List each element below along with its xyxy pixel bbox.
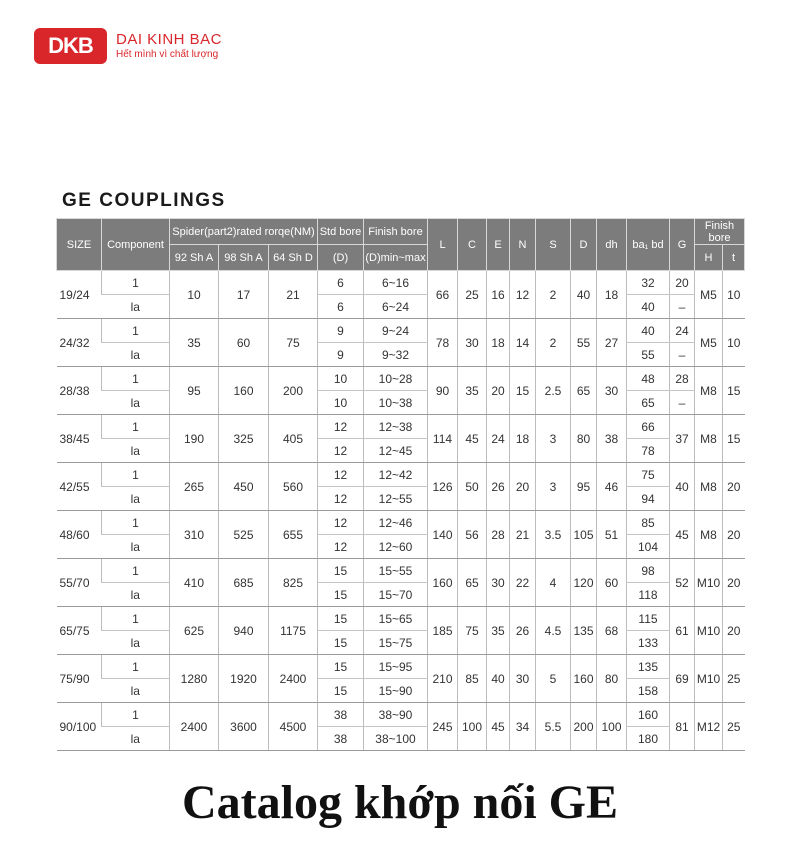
size-cell: 42/55 [57,463,102,511]
component-cell: 1 [102,415,170,439]
h-cell: M10 [695,607,723,655]
size-cell: 65/75 [57,607,102,655]
c-cell: 50 [458,463,487,511]
table-row [57,631,745,655]
d-cell: 95 [571,463,597,511]
e-cell: 35 [487,607,510,655]
h-cell: M12 [695,703,723,751]
e-cell: 40 [487,655,510,703]
component-cell: 1 [102,655,170,679]
torque-92-sh-a-cell: 10 [170,271,219,319]
finish-bore-cell: 12~60 [364,535,428,559]
torque-98-sh-a-cell: 940 [219,607,269,655]
logo-text [116,32,222,60]
std-bore-cell: 15 [318,559,364,583]
std-bore-cell: 6 [318,271,364,295]
g-cell: 61 [670,607,695,655]
e-cell: 20 [487,367,510,415]
babd-cell: 65 [627,391,670,415]
torque-92-sh-a-cell: 35 [170,319,219,367]
table-row [57,391,745,415]
table-row [57,319,745,343]
std-bore-cell: 12 [318,463,364,487]
babd-cell: 160 [627,703,670,727]
torque-64-sh-d-cell: 2400 [269,655,318,703]
s-cell: 5.5 [536,703,571,751]
t-cell: 20 [723,463,745,511]
babd-cell: 133 [627,631,670,655]
t-cell: 10 [723,319,745,367]
torque-92-sh-a-cell: 2400 [170,703,219,751]
torque-64-sh-d-cell: 825 [269,559,318,607]
dh-cell: 30 [597,367,627,415]
h-cell: M5 [695,319,723,367]
finish-bore-cell: 15~75 [364,631,428,655]
table-row [57,559,745,583]
torque-64-sh-d-cell: 200 [269,367,318,415]
c-cell: 85 [458,655,487,703]
n-cell: 12 [510,271,536,319]
s-cell: 3 [536,463,571,511]
babd-cell: 32 [627,271,670,295]
std-bore-cell: 12 [318,487,364,511]
component-cell: la [102,679,170,703]
g-cell: – [670,295,695,319]
torque-64-sh-d-cell: 4500 [269,703,318,751]
d-cell: 200 [571,703,597,751]
torque-64-sh-d-cell: 405 [269,415,318,463]
finish-bore-cell: 12~42 [364,463,428,487]
n-cell: 18 [510,415,536,463]
component-cell: la [102,487,170,511]
babd-cell: 55 [627,343,670,367]
dh-cell: 60 [597,559,627,607]
finish-bore-cell: 38~100 [364,727,428,751]
size-cell: 75/90 [57,655,102,703]
s-cell: 5 [536,655,571,703]
header-finish-bore: Finish bore [364,219,428,245]
component-cell: 1 [102,607,170,631]
c-cell: 45 [458,415,487,463]
g-cell: 81 [670,703,695,751]
babd-cell: 158 [627,679,670,703]
table-row [57,343,745,367]
table-row [57,655,745,679]
std-bore-cell: 38 [318,727,364,751]
component-cell: la [102,343,170,367]
header-dh: dh [597,219,627,271]
g-cell: 69 [670,655,695,703]
torque-98-sh-a-cell: 325 [219,415,269,463]
t-cell: 25 [723,655,745,703]
finish-bore-cell: 9~24 [364,319,428,343]
e-cell: 24 [487,415,510,463]
torque-92-sh-a-cell: 625 [170,607,219,655]
l-cell: 114 [428,415,458,463]
component-cell: la [102,727,170,751]
table-row [57,415,745,439]
component-cell: la [102,535,170,559]
c-cell: 30 [458,319,487,367]
header-spider: Spider(part2)rated rorqe(NM) [170,219,318,245]
h-cell: M10 [695,655,723,703]
table-row [57,535,745,559]
header-component: Component [102,219,170,271]
brand-logo [34,28,222,64]
g-cell: 40 [670,463,695,511]
e-cell: 26 [487,463,510,511]
d-cell: 80 [571,415,597,463]
torque-92-sh-a-cell: 265 [170,463,219,511]
std-bore-cell: 15 [318,607,364,631]
l-cell: 140 [428,511,458,559]
h-cell: M8 [695,463,723,511]
size-cell: 24/32 [57,319,102,367]
logo-mark: DKB [34,28,107,64]
s-cell: 3 [536,415,571,463]
t-cell: 25 [723,703,745,751]
std-bore-cell: 15 [318,583,364,607]
g-cell: 20 [670,271,695,295]
header-std-unit: (D) [318,245,364,271]
finish-bore-cell: 9~32 [364,343,428,367]
table-row [57,367,745,391]
l-cell: 245 [428,703,458,751]
babd-cell: 40 [627,319,670,343]
s-cell: 4.5 [536,607,571,655]
d-cell: 65 [571,367,597,415]
torque-98-sh-a-cell: 160 [219,367,269,415]
header-N: N [510,219,536,271]
l-cell: 78 [428,319,458,367]
header-size: SIZE [57,219,102,271]
size-cell: 55/70 [57,559,102,607]
brand-name: DAI KINH BAC [116,31,223,48]
header-92-sh-a: 92 Sh A [170,245,219,271]
dh-cell: 18 [597,271,627,319]
l-cell: 126 [428,463,458,511]
dh-cell: 51 [597,511,627,559]
torque-92-sh-a-cell: 310 [170,511,219,559]
size-cell: 38/45 [57,415,102,463]
l-cell: 210 [428,655,458,703]
torque-92-sh-a-cell: 95 [170,367,219,415]
e-cell: 18 [487,319,510,367]
h-cell: M8 [695,367,723,415]
d-cell: 120 [571,559,597,607]
n-cell: 34 [510,703,536,751]
catalog-caption: Catalog khớp nối GE [181,776,619,829]
babd-cell: 104 [627,535,670,559]
brand-slogan: Hết mình vì chất lượng [116,49,219,60]
g-cell: – [670,343,695,367]
table-row [57,295,745,319]
dh-cell: 38 [597,415,627,463]
size-cell: 48/60 [57,511,102,559]
n-cell: 30 [510,655,536,703]
finish-bore-cell: 15~55 [364,559,428,583]
n-cell: 15 [510,367,536,415]
component-cell: la [102,439,170,463]
std-bore-cell: 6 [318,295,364,319]
torque-64-sh-d-cell: 560 [269,463,318,511]
g-cell: – [670,391,695,415]
header-L: L [428,219,458,271]
torque-98-sh-a-cell: 3600 [219,703,269,751]
torque-92-sh-a-cell: 1280 [170,655,219,703]
h-cell: M8 [695,511,723,559]
finish-bore-cell: 38~90 [364,703,428,727]
std-bore-cell: 38 [318,703,364,727]
component-cell: 1 [102,463,170,487]
t-cell: 20 [723,607,745,655]
finish-bore-cell: 15~90 [364,679,428,703]
babd-cell: 118 [627,583,670,607]
component-cell: la [102,391,170,415]
table-row [57,703,745,727]
babd-cell: 180 [627,727,670,751]
l-cell: 160 [428,559,458,607]
component-cell: 1 [102,319,170,343]
c-cell: 65 [458,559,487,607]
c-cell: 25 [458,271,487,319]
finish-bore-cell: 10~28 [364,367,428,391]
page-title: GE COUPLINGS [62,190,226,211]
couplings-table [56,218,745,751]
torque-98-sh-a-cell: 685 [219,559,269,607]
table-row [57,607,745,631]
torque-64-sh-d-cell: 655 [269,511,318,559]
std-bore-cell: 12 [318,415,364,439]
babd-cell: 78 [627,439,670,463]
table-row [57,727,745,751]
finish-bore-cell: 12~38 [364,415,428,439]
torque-92-sh-a-cell: 190 [170,415,219,463]
component-cell: 1 [102,367,170,391]
t-cell: 10 [723,271,745,319]
e-cell: 30 [487,559,510,607]
dh-cell: 46 [597,463,627,511]
h-cell: M5 [695,271,723,319]
torque-92-sh-a-cell: 410 [170,559,219,607]
table-row [57,583,745,607]
babd-cell: 40 [627,295,670,319]
std-bore-cell: 10 [318,391,364,415]
s-cell: 2 [536,319,571,367]
e-cell: 16 [487,271,510,319]
finish-bore-cell: 10~38 [364,391,428,415]
header-E: E [487,219,510,271]
component-cell: 1 [102,271,170,295]
s-cell: 2.5 [536,367,571,415]
header-S: S [536,219,571,271]
component-cell: la [102,631,170,655]
dh-cell: 80 [597,655,627,703]
n-cell: 14 [510,319,536,367]
t-cell: 15 [723,415,745,463]
g-cell: 37 [670,415,695,463]
header-98-sh-a: 98 Sh A [219,245,269,271]
header-D: D [571,219,597,271]
table-row [57,463,745,487]
header-finish-bore-2: Finish bore [695,219,745,245]
std-bore-cell: 12 [318,535,364,559]
std-bore-cell: 15 [318,655,364,679]
torque-64-sh-d-cell: 75 [269,319,318,367]
torque-98-sh-a-cell: 525 [219,511,269,559]
table-row [57,487,745,511]
s-cell: 4 [536,559,571,607]
n-cell: 26 [510,607,536,655]
babd-cell: 115 [627,607,670,631]
s-cell: 3.5 [536,511,571,559]
header-finish-range: (D)min~max [364,245,428,271]
header-G: G [670,219,695,271]
t-cell: 20 [723,511,745,559]
d-cell: 55 [571,319,597,367]
torque-64-sh-d-cell: 21 [269,271,318,319]
g-cell: 52 [670,559,695,607]
g-cell: 28 [670,367,695,391]
header-64-sh-d: 64 Sh D [269,245,318,271]
dh-cell: 27 [597,319,627,367]
size-cell: 19/24 [57,271,102,319]
babd-cell: 94 [627,487,670,511]
header-H: H [695,245,723,271]
finish-bore-cell: 6~16 [364,271,428,295]
c-cell: 100 [458,703,487,751]
l-cell: 66 [428,271,458,319]
header-std-bore: Std bore [318,219,364,245]
table-row [57,679,745,703]
std-bore-cell: 15 [318,631,364,655]
d-cell: 40 [571,271,597,319]
d-cell: 160 [571,655,597,703]
torque-98-sh-a-cell: 17 [219,271,269,319]
t-cell: 20 [723,559,745,607]
component-cell: 1 [102,703,170,727]
torque-98-sh-a-cell: 1920 [219,655,269,703]
finish-bore-cell: 15~70 [364,583,428,607]
babd-cell: 85 [627,511,670,535]
table-row [57,439,745,463]
std-bore-cell: 10 [318,367,364,391]
component-cell: 1 [102,559,170,583]
c-cell: 56 [458,511,487,559]
finish-bore-cell: 12~45 [364,439,428,463]
std-bore-cell: 15 [318,679,364,703]
babd-cell: 75 [627,463,670,487]
component-cell: la [102,295,170,319]
size-cell: 90/100 [57,703,102,751]
n-cell: 22 [510,559,536,607]
torque-98-sh-a-cell: 60 [219,319,269,367]
table-row [57,271,745,295]
l-cell: 185 [428,607,458,655]
e-cell: 28 [487,511,510,559]
t-cell: 15 [723,367,745,415]
c-cell: 35 [458,367,487,415]
header-t: t [723,245,745,271]
babd-cell: 48 [627,367,670,391]
h-cell: M8 [695,415,723,463]
e-cell: 45 [487,703,510,751]
std-bore-cell: 9 [318,319,364,343]
finish-bore-cell: 12~55 [364,487,428,511]
header-babd: ba₁ bd [627,219,670,271]
finish-bore-cell: 15~95 [364,655,428,679]
finish-bore-cell: 6~24 [364,295,428,319]
g-cell: 45 [670,511,695,559]
babd-cell: 66 [627,415,670,439]
s-cell: 2 [536,271,571,319]
d-cell: 135 [571,607,597,655]
torque-64-sh-d-cell: 1175 [269,607,318,655]
dh-cell: 68 [597,607,627,655]
component-cell: la [102,583,170,607]
babd-cell: 135 [627,655,670,679]
header-C: C [458,219,487,271]
d-cell: 105 [571,511,597,559]
std-bore-cell: 9 [318,343,364,367]
std-bore-cell: 12 [318,439,364,463]
finish-bore-cell: 15~65 [364,607,428,631]
n-cell: 20 [510,463,536,511]
babd-cell: 98 [627,559,670,583]
h-cell: M10 [695,559,723,607]
l-cell: 90 [428,367,458,415]
c-cell: 75 [458,607,487,655]
finish-bore-cell: 12~46 [364,511,428,535]
n-cell: 21 [510,511,536,559]
component-cell: 1 [102,511,170,535]
torque-98-sh-a-cell: 450 [219,463,269,511]
dh-cell: 100 [597,703,627,751]
std-bore-cell: 12 [318,511,364,535]
size-cell: 28/38 [57,367,102,415]
g-cell: 24 [670,319,695,343]
table-row [57,511,745,535]
